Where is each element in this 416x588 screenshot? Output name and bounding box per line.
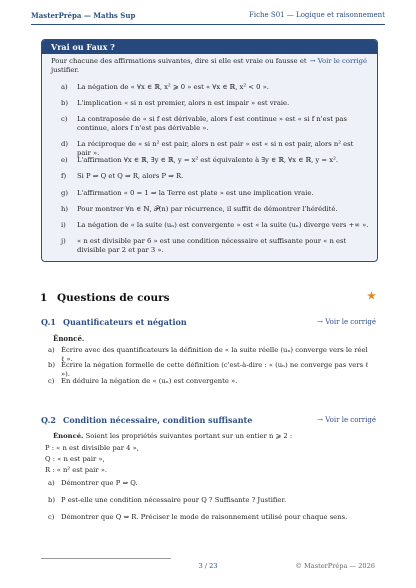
star-icon: ★: [367, 291, 376, 302]
footer-rule: [41, 558, 171, 559]
item-text: L'affirmation ∀x ∈ ℝ, ∃y ∈ ℝ, y = x² est équivalente à ∃y ∈ ℝ, ∀x ∈ ℝ, y = x².: [77, 156, 338, 164]
section-title: Questions de cours: [57, 292, 170, 304]
item-key: a): [61, 83, 68, 91]
q2-correction-link[interactable]: → Voir le corrigé: [317, 416, 376, 424]
item-text: Écrire la négation formelle de cette définition (c'est-à-dire : « (uₙ) ne converge pas vers ℓ »).: [61, 361, 369, 378]
item-key: a): [48, 479, 55, 487]
item-key: i): [61, 221, 66, 229]
page-number: 3 / 23: [198, 562, 218, 570]
item-key: b): [48, 496, 56, 504]
copyright: © MasterPrépa — 2026: [295, 562, 375, 570]
page-header: [31, 10, 385, 25]
item-key: d): [61, 140, 69, 148]
question-number: Q.2: [41, 415, 56, 425]
item-text: La contraposée de « si f est dérivable, alors f est continue » est « si f n'est pas continue, alors f n'est pas dérivable ».: [77, 115, 347, 132]
item-key: e): [61, 156, 68, 164]
property-q: Q : « n est pair »,: [45, 455, 105, 463]
q2-enonce-text: Soient les propriétés suivantes portant sur un entier n ⩾ 2 :: [85, 432, 293, 440]
item-key: f): [61, 172, 67, 180]
item-text: Pour montrer ∀n ∈ ℕ, 𝒫(n) par récurrence, il suffit de démontrer l'hérédité.: [77, 205, 338, 213]
box-title: Vrai ou Faux ?: [42, 40, 377, 54]
box-correction-link[interactable]: → Voir le corrigé: [309, 57, 367, 65]
item-text: L'affirmation « 0 = 1 ⇒ la Terre est plate » est une implication vraie.: [77, 189, 314, 197]
item-key: j): [61, 237, 66, 245]
item-text: Si P ⇒ Q et Q ⇒ R, alors P ⇒ R.: [77, 172, 184, 180]
item-text: Démontrer que P ⇒ Q.: [61, 479, 138, 487]
fiche-label: Fiche S01 — Logique et raisonnement: [249, 11, 385, 19]
page-footer: [41, 562, 375, 572]
item-key: c): [61, 115, 68, 123]
item-text: Démontrer que Q ⇔ R. Préciser le mode de raisonnement utilisé pour chaque sens.: [61, 513, 348, 521]
question-number: Q.1: [41, 317, 56, 327]
item-text: En déduire la négation de « (uₙ) est convergente ».: [61, 377, 238, 385]
item-key: h): [61, 205, 69, 213]
q2-enonce: [53, 432, 292, 441]
box-intro: [51, 57, 367, 75]
q1-correction-link[interactable]: → Voir le corrigé: [317, 318, 376, 326]
q2-enonce-label: Énoncé.: [53, 432, 84, 440]
item-key: b): [48, 361, 56, 369]
true-false-box: [41, 39, 378, 262]
item-text: La négation de « ∀x ∈ ℝ, x² ⩾ 0 » est « ∀x ∈ ℝ, x² < 0 ».: [77, 83, 269, 91]
item-text: Écrire avec des quantificateurs la définition de « la suite réelle (uₙ) converge vers le réel ℓ ».: [61, 346, 368, 363]
item-key: g): [61, 189, 69, 197]
item-text: L'implication « si n est premier, alors n est impair » est vraie.: [77, 99, 290, 107]
item-text: La réciproque de « si n² est pair, alors n est pair » est « si n est pair, alors n² est pair ».: [77, 140, 354, 157]
property-p: P : « n est divisible par 4 »,: [45, 444, 139, 452]
item-text: La négation de « la suite (uₙ) est convergente » est « la suite (uₙ) diverge vers +∞ ».: [77, 221, 369, 229]
item-text: P est-elle une condition nécessaire pour Q ? Suffisante ? Justifier.: [61, 496, 287, 504]
item-text: « n est divisible par 6 » est une condition nécessaire et suffisante pour « n est divisible par 2 et par 3 ».: [77, 237, 347, 254]
item-key: c): [48, 513, 55, 521]
item-key: c): [48, 377, 55, 385]
item-key: b): [61, 99, 69, 107]
brand-label: MasterPrépa — Maths Sup: [31, 11, 136, 20]
box-intro-text: Pour chacune des affirmations suivantes, dire si elle est vraie ou fausse et justifier.: [51, 57, 307, 74]
section-number: 1: [40, 292, 48, 304]
question-title: Quantificateurs et négation: [63, 317, 187, 327]
question-title: Condition nécessaire, condition suffisante: [63, 415, 253, 425]
q1-enonce-label: Énoncé.: [53, 334, 85, 343]
item-key: a): [48, 346, 55, 354]
property-r: R : « n² est pair ».: [45, 466, 108, 474]
